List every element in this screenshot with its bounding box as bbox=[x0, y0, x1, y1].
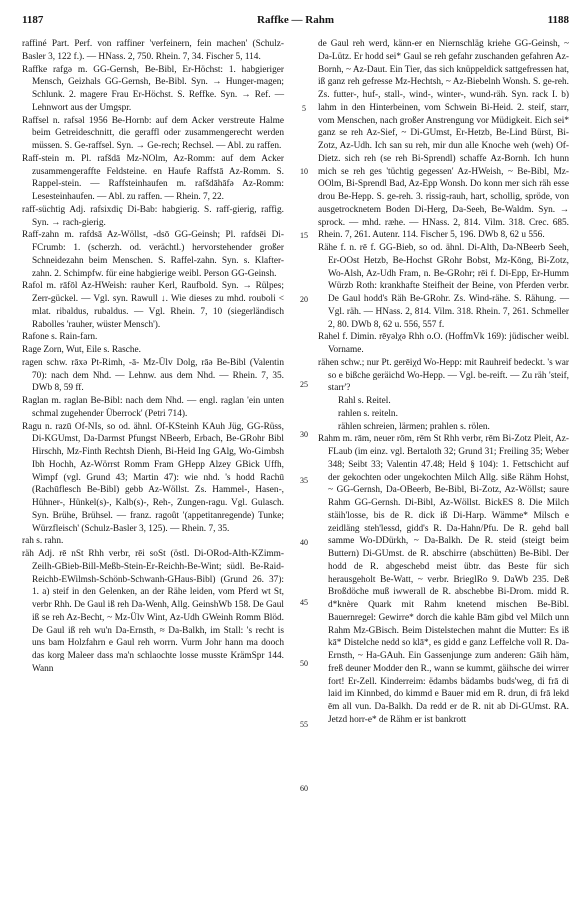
line-number: 45 bbox=[300, 598, 308, 607]
entry: rählen schreien, lärmen; prahlen s. rölen. bbox=[338, 421, 490, 432]
entry: rahlen s. reiteln. bbox=[338, 408, 398, 419]
entry: Raffke rafgə m. GG-Gernsh, Be-Bibl, Er-Höchst: 1. habgieriger Mensch, Geizhals GG-Gernsh, Be-Bibl. Syn. → Hunger-magen; Schlunk. 2. magere Frau Er-Höchst. S. Reffke. Syn. → Ref. — Lehnwort aus der Umgspr. bbox=[22, 64, 284, 113]
running-title: Raffke — Rahm bbox=[257, 14, 334, 26]
line-number: 40 bbox=[300, 538, 308, 547]
entry: rähen schw.; nur Pt. gerēiχd Wo-Hepp: mit Rauhreif bedeckt. 's war so e bißche geräichd Wo-Hepp. — Vgl. be-reift. — Zu räh 'steif, starr'? bbox=[318, 357, 569, 394]
entry: de Gaul reh werd, känn-er en Niernschläg kriehe GG-Geinsh, ~ Da-Lütz. Er hodd sei* Gaul se reh gefahr zuschanden gefahren Az-Bornh, ~ Az-Daut. Ein Tier, das sich knüppeldick sattgefressen hat, iß ganz reh gefresse Mz-Hechtsh, ~ Az-Biebelnh Wonsh. S. ge-reh. Zs. futter-, huf-, stall-, wind-, winter-, wund-räh. Syn. rack I. b) lahm in den Hinterbeinen, vom Schwein Bi-Heid. 2. steif, starr, vom Menschen, nach großer Anstrengung vor Müdigkeit. Eich sei* ganz se reh Az-Sief, ~ Di-GUmst, Er-Hetzb, Be-Lind Bürst, Bi-Zotz, Az-Udh. Ich san su reh, mir dun alle Knoche weh (weh) Of-Dietz. sich reh (se reh Bi-Sprendl) schaffe Az-Bornh. Ich hunn mich se reh ges 'tüchtig gegessen' Az-HWeish, ~ Be-Bibl, Mz-OOlm, Bi-Sprendl Bad, Az-Epp Wonsh. Do konn mer sich räh esse drou Be-Hepp. S. ge-reh. 3. rissig-rauh, hart, schollig, spröde, von ausgetrocknetem Boden Di-Herg, Da-Seeh, Be-Waldm. Syn. → sprock. — mhd. ræhe. — HNass. 2, 814. Vilm. 318. Crec. 685. Rhein. 7, 261. Autenr. 114. Fischer 5, 196. DWb 8, 62 u 556. bbox=[318, 39, 569, 241]
entry: Rahm m. rām, neuer rōm, rēm St Rhh verbr, rēm Bi-Zotz Pleit, Az-FLaub (im einz. vgl. Bertaloth 32; Grund 31; Freiling 35; Weber 348; Seibt 33; Valentin 47.48; Held § 104): 1. Fettschicht auf der gekochten oder ungekochten Milch Allg. siße Rähm Hohst, ~ GG-Gernsh, Da-OBeerb, Be-Bibl, Bi-Zotz, Az-Wöllst; saure Rahm GG-Gernsh. Di-Bibl, Az-Wöllst. BickES 8. Die Milch stäih'losse, bis de R. dick iß Di-Harp. Wämme* Milsch e zeidläng steh'lessd, gidd's R. Da-Hahn/Pfu. De R. gehd ball samme Wo-DDürkh, ~ Da-Balkh. De R. steid (steigt beim Buttern) Di-GUmst. de R. abschirre (abschütten) Be-Bibl. Der hodd de R. abgeschebd meist übtr. das Beste für sich herausgeholt Be-Watt, ~ verbr. BrieglRo 9. DaWb 235. Deß Broßdöche muß iwwerall de R. abschebbe Bi-Drom. midd R. d*knère Quark mit Rahm knetend mischen Be-Bibl. Bauernregel: Gewirre* dorch die kahle Bām gibd vel Milch unn Rahm Mz-GBisch. Beim Distelstechen mahnt die Mutter: Es iß kā* Distelche nedd so klā*, es gidd e ganz Leffelche voll R. Da-Ernsth, ~ Ha-GAuh. Ein Gassenjunge zum anderen: Gāih häm, freß deuner Modder den R., wann se kummt, gäihsche dei wirrer fort! Er-Zell. Kinderreim: ëdambs bädambs buds'weg, di frā di laid im Kinnbed, do kimmd e Bauer mid em R. drun, di frā lekd ēm all vun. Da-Balkh. Da redd er de R. nit ab Di-GUmst. RA. Jetzd horr-e* de Rähm er ist bankrott bbox=[318, 434, 569, 725]
entry: raff-süchtig Adj. rafsixdiç Di-Bab: habgierig. S. raff-gierig, raffig. Syn. → rach-gierig. bbox=[22, 204, 284, 228]
entry: rah s. rahn. bbox=[22, 536, 64, 547]
line-number: 20 bbox=[300, 295, 308, 304]
entry: Rahl s. Reitel. bbox=[338, 396, 391, 406]
line-number: 15 bbox=[300, 231, 308, 240]
entry: ragen schw. rāxə Pt-Rimh, -ā- Mz-Ülv Dolg, rāə Be-Bibl (Valentin 70): nach dem Nhd. — Lehnw. aus dem Nhd. — Rhein. 7, 35. DWb 8, 59 ff. bbox=[22, 357, 284, 394]
entry: Raglan m. raglan Be-Bibl: nach dem Nhd. — engl. raglan 'ein unten schmal zugehender Überrock' (Petri 714). bbox=[22, 396, 284, 419]
left-column bbox=[22, 38, 284, 676]
line-number: 30 bbox=[300, 430, 308, 439]
line-number: 5 bbox=[302, 104, 306, 113]
entry: Raff-stein m. Pl. rafšdā Mz-NOlm, Az-Romm: auf dem Acker zusammengeraffte Feldsteine. en Haufe Raffstā Az-Romm. S. Rappel-stein. — Raffsteinhaufen m. rafšdāhāfə Az-Romm: Lesesteinhaufen. — Abl. zu raffen. — Rhein. 7, 22. bbox=[22, 153, 284, 202]
entry: räh Adj. rē nSt Rhh verbr, rēi soSt (östl. Di-ORod-Alth-KZimm-Zeilh-GBieb-Bill-Meßb-Stein-Er-Reichh-Be-Wint; südl. Be-Raid-Reichb-EWilmsh-Schönb-Schwanh-GHaus-Bibl) (Grund 26. 37): 1. a) steif in den Gelenken, an der Rähe leiden, vom Pferd wt St, verbr Rhh. De Gaul iß reh Da-Wenh, Allg. GeinshWb 158. De Gaul iß se reh Az-Becht, ~ Mz-Ülv Wint, Az-Udh GWeinh Romm Blöd. De Gaul iß reh wu'n Da-Ernsth, ≈ Da-Balkh, im Stall: 's recht is uns bam Holzfahrn e Gaul reh worrn. Vurm Johr hann ma dooch das korg Maleer dass ma'n schlaochte losse musste KrämSpr 144. Wann bbox=[22, 549, 285, 674]
line-number: 35 bbox=[300, 476, 308, 485]
entry: Rahel f. Dimin. rēyəlχə Rhh o.O. (HoffmVk 169): jüdischer weibl. Vorname. bbox=[318, 332, 569, 355]
entry: Rafone s. Rain-farn. bbox=[22, 332, 98, 343]
line-number: 25 bbox=[300, 380, 308, 389]
right-column bbox=[318, 38, 569, 727]
entry: raffiné Part. Perf. von raffiner 'verfeinern, fein machen' (Schulz-Basler 3, 122 f.). — HNass. 2, 750. Rhein. 7, 34. Fischer 5, 114. bbox=[22, 39, 284, 62]
entry: Ragu n. razū Of-NIs, so od. ähnl. Of-KSteinh KAuh Jüg, GG-Rüss, Di-KGUmst, Da-Darmst Pfungst NBeerb, Erbach, Be-GRohr Bibl Hirschh, Mz-Finth Rechtsh Dienh, Bi-Heid Ing GAlg, Wo-Gimbsh Ibh Hochh, Az-Wörrst Romm Fram GHepp Alzey GBick Uffh, Wimpf (vgl. Grund 43; Martin 47): wie nhd. 's hodd Rachū (Rachūflesch Be-Bibl) gebb Az-Wöllst. Zs. Hammel-, Hasen-, Hühner-, Hünkel(s)-, Kalb(s)-, Reh-, Zungen-ragu. Vgl. Gulasch. Syn. Brühe, Brühsel. — franz. ragoût '(appetitanregende) Tunke; Würzfleisch' (Schulz-Basler 3, 125). — Rhein. 7, 35. bbox=[22, 421, 284, 534]
line-number: 55 bbox=[300, 720, 308, 729]
entry: Rage Zorn, Wut, Eile s. Rasche. bbox=[22, 345, 141, 355]
entry: Raff-zahn m. rafdsā Az-Wöllst, -dsō GG-Geinsh; Pl. rafdsēi Di-FCrumb: 1. (scherzh. od. verächtl.) hervorstehender großer Schneidezahn beim Menschen. S. Raffel-zahn. Syn. s. Klafter-zahn. 2. Schimpfw. für eine habgierige weibl. Person GG-Geinsh. bbox=[22, 230, 284, 279]
right-page-number: 1188 bbox=[547, 14, 569, 26]
entry: Rähe f. n. rē f. GG-Bieb, so od. ähnl. Di-Alth, Da-NBeerb Seeh, Er-OOst Hetzb, Be-Hochst GRohr Bobst, Mz-Kōng, Bi-Zotz, Wo-Alsh, Az-Udh Fram, n. Be-GRohr; rēi f. Di-Epp, Er-Humm Würzb Roth: krankhafte Steifheit der Beine, von Pferden verbr. De Gaul hodd's Räh Be-GRohr. Zs. Wind-rähe. S. Rähung. — Vgl. räh. — HNass. 2, 814. Vilm. 318. Rhein. 7, 261. Schmeller 2, 80. DWb 8, 62 u. 556, 557 f. bbox=[318, 243, 569, 330]
line-number: 50 bbox=[300, 659, 308, 668]
entry: Rafol m. rāfōl Az-HWeish: rauher Kerl, Raufbold. Syn. → Rülpes; Zerr-gückel. — Vgl. syn. Rawull ↓. Wie dieses zu mhd. rouboli < mlat. ribaldus, rubaldus. — Vgl. Rhein. 7, 10 (siegerländisch Rabolles 'rauher, wüster Mensch'). bbox=[22, 281, 284, 330]
line-number: 10 bbox=[300, 167, 308, 176]
line-number: 60 bbox=[300, 784, 308, 793]
left-page-number: 1187 bbox=[22, 14, 44, 26]
entry: Raffsel n. rafsəl 1956 Be-Hornb: auf dem Acker verstreute Halme beim Getreideschnitt, die geraffl oder zusammengerecht werden müssen. S. Ge-raffsel. Syn. → Ge-rech; Rechsel. — Abl. zu raffen. bbox=[22, 115, 284, 151]
line-number-gutter bbox=[294, 0, 314, 911]
